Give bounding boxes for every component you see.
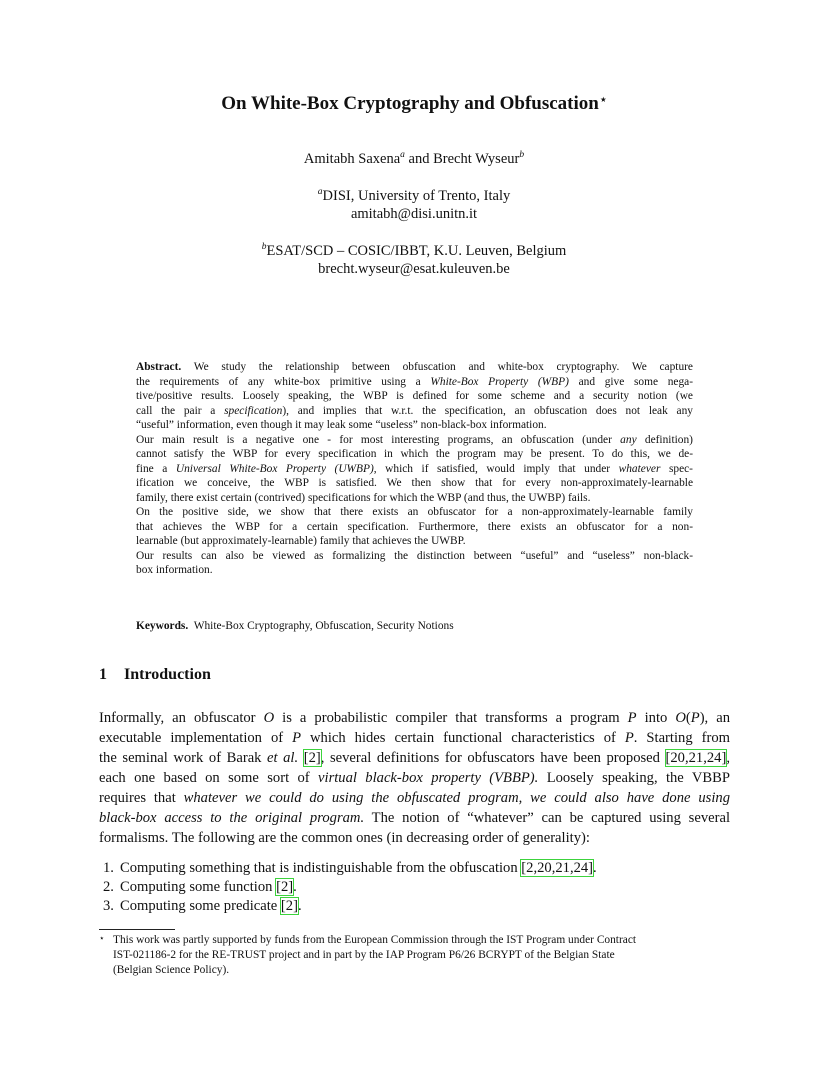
citation-link[interactable]: [2]: [280, 898, 298, 914]
intro-line: Informally, an obfuscator O is a probabilistic compiler that transforms a program P into O(P), an: [99, 710, 730, 726]
intro-line: black-box access to the original program. The notion of “whatever” can be captured using several: [99, 810, 731, 826]
abstract-line: On the positive side, we show that there exists an obfuscator for a non-approximately-learnable family: [136, 506, 693, 518]
email-b: brecht.wyseur@esat.kuleuven.be: [318, 261, 510, 277]
citation-link[interactable]: [2]: [276, 879, 294, 895]
paper-title: On White-Box Cryptography and Obfuscation⋆: [221, 93, 607, 114]
author-1: Amitabh Saxena: [303, 151, 401, 167]
abstract-line: Our main result is a negative one - for most interesting programs, an obfuscation (under any definition): [136, 433, 693, 446]
intro-line: executable implementation of P which hides certain functional characteristics of P. Starting from: [99, 730, 730, 746]
abstract-line: family, there exist certain (contrived) specifications for which the WBP (and thus, the UWBP) fails.: [136, 491, 591, 504]
abstract-line: cannot satisfy the WBP for every specification in which the program may be present. To do this, we de-: [136, 448, 693, 460]
abstract-line: “useful” information, even though it may leak some “useless” non-black-box information.: [136, 419, 547, 431]
abstract-line: tive/positive results. Loosely speaking, the WBP is defined for some scheme and a security notion (we: [136, 390, 693, 402]
citation-link[interactable]: [20,21,24]: [665, 750, 727, 766]
author-list: Amitabh Saxena$^a$ and Brecht Wyseur$^b$: [303, 150, 525, 167]
citation-link[interactable]: [2,20,21,24]: [521, 860, 594, 876]
list-item: 3. Computing some predicate [2].: [103, 898, 302, 914]
abstract-heading: Abstract.: [136, 361, 182, 373]
abstract-line: learnable (but approximately-learnable) family that achieves the UWBP.: [136, 535, 466, 547]
citation-link[interactable]: [2]: [303, 750, 321, 766]
abstract-line: box information.: [136, 564, 213, 576]
intro-line: formalisms. The following are the common ones (in decreasing order of generality):: [99, 830, 590, 846]
list-item: 2. Computing some function [2].: [103, 879, 297, 895]
abstract-line: fine a Universal White-Box Property (UWBP), which if satisfied, would imply that under whatever spec-: [136, 462, 693, 475]
affiliation-b: $^b$ESAT/SCD – COSIC/IBBT, K.U. Leuven, Belgium: [261, 242, 567, 259]
footnote-line: (Belgian Science Policy).: [113, 964, 230, 976]
abstract-line: Our results can also be viewed as formalizing the distinction between “useful” and “useless” non-black-: [136, 549, 693, 562]
footnote-line: IST-021186-2 for the RE-TRUST project and in part by the IAP Program P6/26 BCRYPT of the Belgian State: [113, 949, 615, 961]
footnote-line: This work was partly supported by funds from the European Commission through the IST Program under Contract: [113, 934, 637, 946]
footnote-mark: ⋆: [99, 933, 105, 943]
abstract-line: Abstract. We study the relationship between obfuscation and white-box cryptography. We capture: [136, 361, 693, 373]
footnote-rule: [99, 929, 175, 930]
keywords-heading: Keywords.: [136, 620, 189, 632]
intro-line: requires that whatever we could do using the obfuscated program, we could also have done using: [99, 790, 730, 806]
keywords: Keywords. White-Box Cryptography, Obfuscation, Security Notions: [136, 620, 454, 632]
abstract-line: ification we conceive, the WBP is satisfied. We then show that for every non-approximately-learnable: [136, 477, 693, 489]
intro-line: each one based on some sort of virtual black-box property (VBBP). Loosely speaking, the VBBP: [99, 770, 731, 786]
list-item: 1. Computing something that is indistinguishable from the obfuscation [2,20,21,24].: [103, 860, 597, 876]
abstract-line: the requirements of any white-box primitive using a White-Box Property (WBP) and give some nega-: [136, 375, 693, 388]
intro-line: the seminal work of Barak et al. [2], several definitions for obfuscators have been proposed [20,21,24],: [99, 750, 730, 766]
section-heading-introduction: 1 Introduction: [99, 666, 211, 683]
title-footnote-mark: ⋆: [599, 94, 607, 106]
abstract-line: call the pair a specification), and implies that w.r.t. the specification, an obfuscation does not leak any: [136, 404, 693, 417]
abstract-line: that achieves the WBP for a certain specification. Furthermore, there exists an obfuscator for a non-: [136, 520, 693, 533]
email-a: amitabh@disi.unitn.it: [350, 206, 478, 222]
author-2: Brecht Wyseur: [433, 151, 520, 167]
affiliation-a: $^a$DISI, University of Trento, Italy: [317, 187, 511, 204]
